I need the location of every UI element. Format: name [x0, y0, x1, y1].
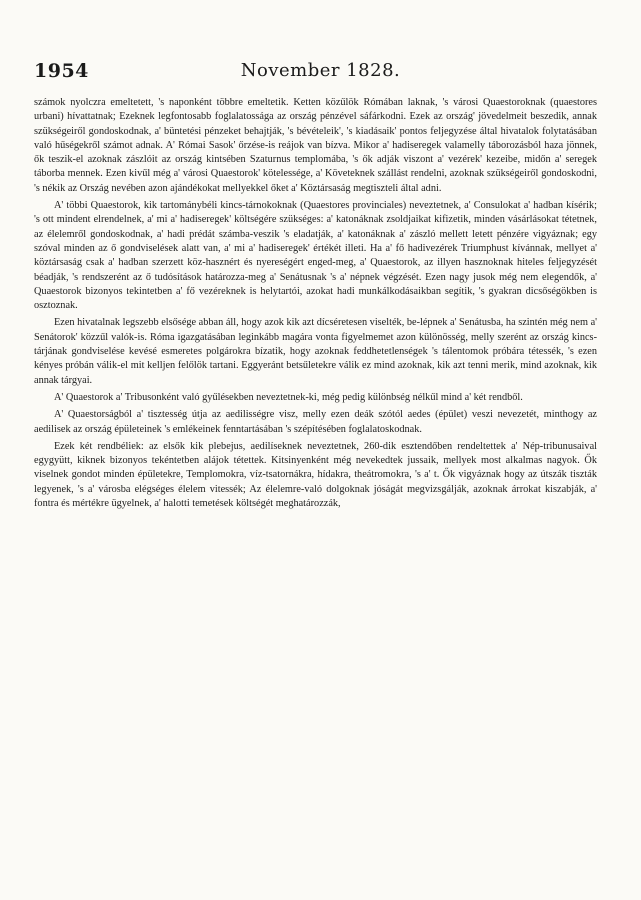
page-number: 1954 [34, 60, 89, 82]
paragraph: A' többi Quaestorok, kik tartománybéli kincs-tárnokoknak (Quaestores provinciales) neveztetnek, a' Consulokat a' hadban kísérik; 's ott mindent elrendelnek, a' mi a' hadiseregek' költségére szükséges: a' katonáknak zsoldjaikat kifizetik, minden vásárlásokat tétetnek, az élelemről gondoskodnak, a' hadi prédát számba-veszik 's eladatják, a' katonáknak a' zászló mellett letett pénzére vigyáznak; egy szóval minden az ő gondviselések alatt van, a' mi a' hadiseregek' értékét illeti. Ha a' fő hadivezérek Triumphust kívánnak, mellyet a' köztársaság csak a' hadban szerzett köz-hasznért és nyereségért enged-meg, a' Quaestorok, az illyen hasznoknak hiteles feljegyzését béadják, 's rendszerént az ő tudósítások határozza-meg a' Senátusnak 's a' népnek végzését. Ezen nagy jusok még nem elegendők, a' Quaestorok bizonyos tekintetben a' fő vezéreknek is helytartói, azokat hadi munkálkodásaikban segítik, 's gyakran dicsőségökben is osztoznak. [34, 200, 597, 312]
paragraph: számok nyolczra emeltetett, 's naponként többre emeltetik. Ketten közűlök Rómában laknak, 's városi Quaestoroknak (quaestores urbani) hívattatnak; Ezeknek legfontosabb foglalatossága az ország pénzével sáfárkodni. Ezek az ország' jövedelmeit beszedik, annak szükségeiről gondoskodnak, a' büntetési pénzeket behajtják, 's bévételeik', 's kiadásaik' pontos feljegyzése által hivatalok folytatásában való hűségekről számot adnak. A' Római Sasok' őrzése-is reájok van bízva. Mikor a' hadiseregek valamelly táborozásból haza jönnek, ők teszik-el azoknak zászlóit az ország kintsében Szaturnus templomába, 's ők adják viszont a' vezérek' kezeibe, midőn a' seregek táborba mennek. Ezen kivűl még a' városi Quaestorok' kötelessége, a' Követeknek szállást rendelni, azoknak szükségeiről gondoskodni, 's nékik az Ország nevében azon ajándékokat mellyekkel őket a' Köztársaság megtiszteli által adni. [34, 97, 597, 194]
paragraph: Ezen hivatalnak legszebb elsősége abban áll, hogy azok kik azt dícséretesen viselték, be-lépnek a' Senátusba, ha szintén még nem a' Senátorok' közzűl valók-is. Róma igazgatásában leginkább magára vonta figyelmemet azon különösség, melly szerént az ország kincs-tárjának gondviselése kevésé esmeretes polgárokra bízatik, hogy azoknak feddhetetlenségek 's tálentomok próbára tétessék, 's ezen kényes próbán válik-el mit kelljen felőlök tartani. Eggyeránt betsűletekre válik ez mind azoknak, kik azt tenni merik, mind azoknak, kik annak tárgyai. [34, 317, 597, 386]
body-text [34, 96, 597, 511]
running-title: November 1828. [240, 60, 401, 81]
paragraph: Ezek két rendbéliek: az elsők kik plebejus, aedilíseknek neveztetnek, 260-dik esztendőben rendeltettek a' Nép-tribunusaival egygyütt, kiknek bizonyos tekéntetben alájok tétettek. Kitsinyenként még nevekedtek jussaik, mellyek most alkalmas nagyok. Ők viselnek gondot minden épületekre, Templomokra, víz-tsatornákra, hídakra, theátromokra, 's a' t. Ők vigyáznak hogy az útszák tiszták legyenek, 's a' városba elégséges élelem vitessék; Az élelemre-való dolgoknak jóságát megvizsgálják, azoknak árrokat kiszabják, a' fontra és mértékre ügyelnek, a' halotti temetések költségét meghatározzák, [34, 440, 597, 510]
paragraph: A' Quaestorságból a' tisztesség útja az aedilisségre visz, melly ezen deák szótól aedes (épület) veszi nevezetét, minthogy az aedilisek az ország épületeinek 's emlékeinek fenntartásában 's szépítésében foglalatoskodnak. [34, 409, 597, 435]
paragraph: A' Quaestorok a' Tribusonként való gyűlésekben neveztetnek-ki, még pedig különbség nélkűl mind a' két rendből. [54, 391, 523, 403]
page-header [34, 60, 607, 90]
